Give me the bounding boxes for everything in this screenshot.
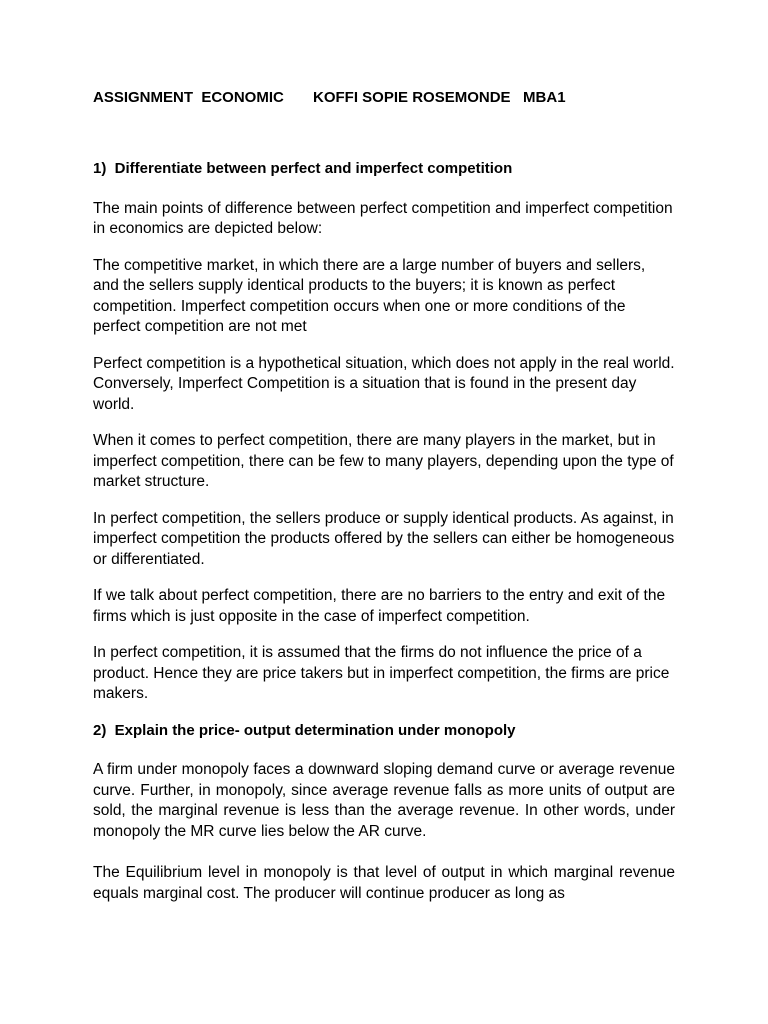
assignment-header: ASSIGNMENT ECONOMIC KOFFI SOPIE ROSEMONDE MBA1 xyxy=(93,89,566,106)
document-body xyxy=(93,88,675,904)
q2-paragraph: A firm under monopoly faces a downward sloping demand curve or average revenue curve. Further, in monopoly, since average revenue falls as more units of output are sold, the marginal revenue is less than the average revenue. In other words, under monopoly the MR curve lies below the AR curve. xyxy=(93,761,675,840)
q1-paragraph: In perfect competition, the sellers produce or supply identical products. As against, in imperfect competition the products offered by the sellers can either be homogeneous or differentiated. xyxy=(93,509,675,568)
q1-paragraph: If we talk about perfect competition, there are no barriers to the entry and exit of the firms which is just opposite in the case of imperfect competition. xyxy=(93,587,666,625)
question-1-heading: 1) Differentiate between perfect and imperfect competition xyxy=(93,160,513,177)
question-2-heading: 2) Explain the price- output determination under monopoly xyxy=(93,721,516,739)
q1-paragraph: The competitive market, in which there are a large number of buyers and sellers, and the sellers supply identical products to the buyers; it is known as perfect competition. Imperfect competition occurs when one or more conditions of the perfect competition are not met xyxy=(93,256,646,335)
q1-paragraph: The main points of difference between perfect competition and imperfect competition in economics are depicted below: xyxy=(93,199,673,237)
q2-paragraph: The Equilibrium level in monopoly is that level of output in which marginal revenue equals marginal cost. The producer will continue producer as long as xyxy=(93,864,675,902)
q1-paragraph: In perfect competition, it is assumed that the firms do not influence the price of a product. Hence they are price takers but in imperfect competition, the firms are price makers. xyxy=(93,644,670,702)
q1-paragraph: When it comes to perfect competition, there are many players in the market, but in imperfect competition, there can be few to many players, depending upon the type of market structure. xyxy=(93,432,674,490)
q1-paragraph: Perfect competition is a hypothetical situation, which does not apply in the real world. Conversely, Imperfect Competition is a situation that is found in the present day world. xyxy=(93,354,675,413)
